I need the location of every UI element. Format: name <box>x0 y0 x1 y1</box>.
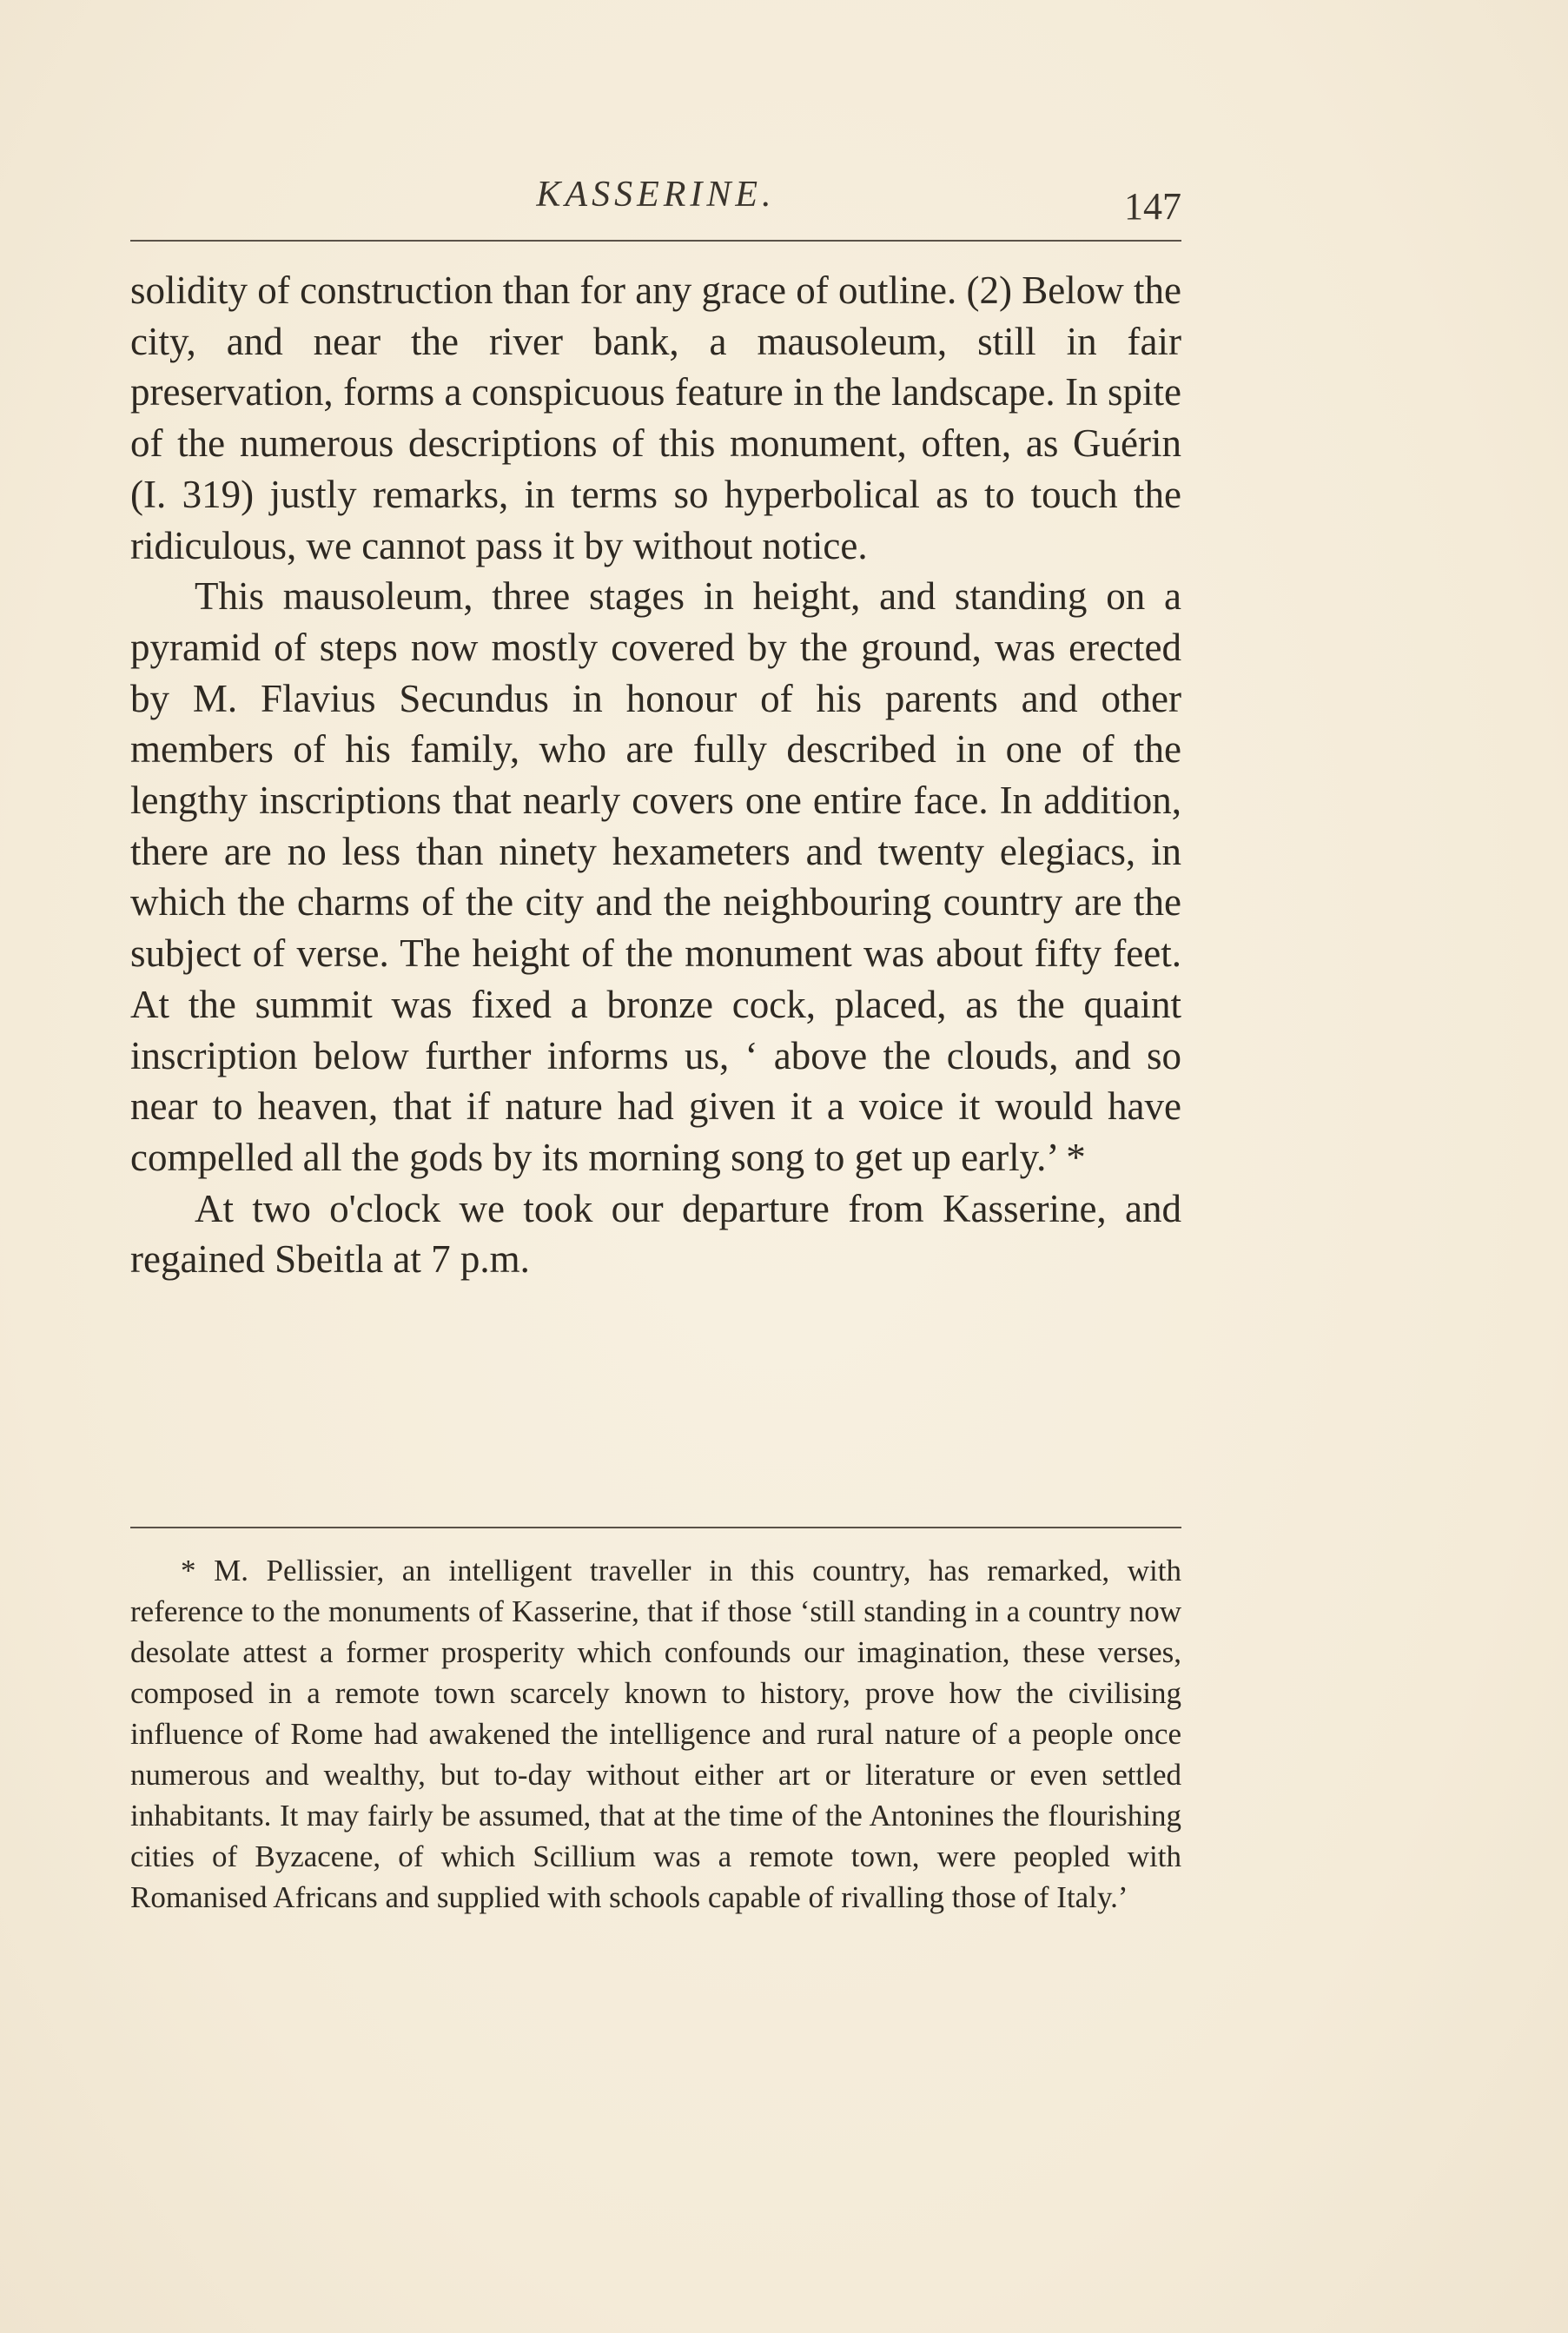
page-header <box>130 165 1181 243</box>
body-paragraph-3: At two o'clock we took our departure from Kasserine, and regained Sbeitla at 7 p.m. <box>130 1186 1181 1282</box>
page-number: 147 <box>1124 185 1181 228</box>
header-rule <box>130 240 1181 242</box>
footnote <box>130 1550 1181 1918</box>
body-paragraph-1: solidity of construction than for any grace of outline. (2) Below the city, and near the river bank, a mausoleum, still in fair preservation, forms a conspicuous feature in the landscape. In spite of the numerous descriptions of this monument, often, as Guérin (I. 319) justly remarks, in terms so hyperbolical as to touch the ridiculous, we cannot pass it by without notice. <box>130 268 1181 567</box>
footnote-text: * M. Pellissier, an intelligent traveller in this country, has remarked, with reference to the monuments of Kasserine, that if those ‘still standing in a country now desolate attest a former prosperity which confounds our imagination, these verses, composed in a remote town scarcely known to history, prove how the civilising influence of Rome had awakened the intelligence and rural nature of a people once numerous and wealthy, but to-day without either art or literature or even settled inhabitants. It may fairly be assumed, that at the time of the Antonines the flourishing cities of Byzacene, of which Scillium was a remote town, were peopled with Romanised Africans and supplied with schools capable of rivalling those of Italy.’ <box>130 1554 1181 1914</box>
body-paragraph-2: This mausoleum, three stages in height, and standing on a pyramid of steps now mostly covered by the ground, was erected by M. Flavius Secundus in honour of his parents and other members of his family, who are fully described in one of the lengthy inscriptions that nearly covers one entire face. In addition, there are no less than ninety hexameters and twenty elegiacs, in which the charms of the city and the neighbouring country are the subject of verse. The height of the monument was about fifty feet. At the summit was fixed a bronze cock, placed, as the quaint inscription below further informs us, ‘ above the clouds, and so near to heaven, that if nature had given it a voice it would have compelled all the gods by its morning song to get up early.’ * <box>130 574 1181 1179</box>
footnote-rule <box>130 1527 1181 1528</box>
body-text <box>130 265 1181 1285</box>
running-head: KASSERINE. <box>536 175 776 215</box>
